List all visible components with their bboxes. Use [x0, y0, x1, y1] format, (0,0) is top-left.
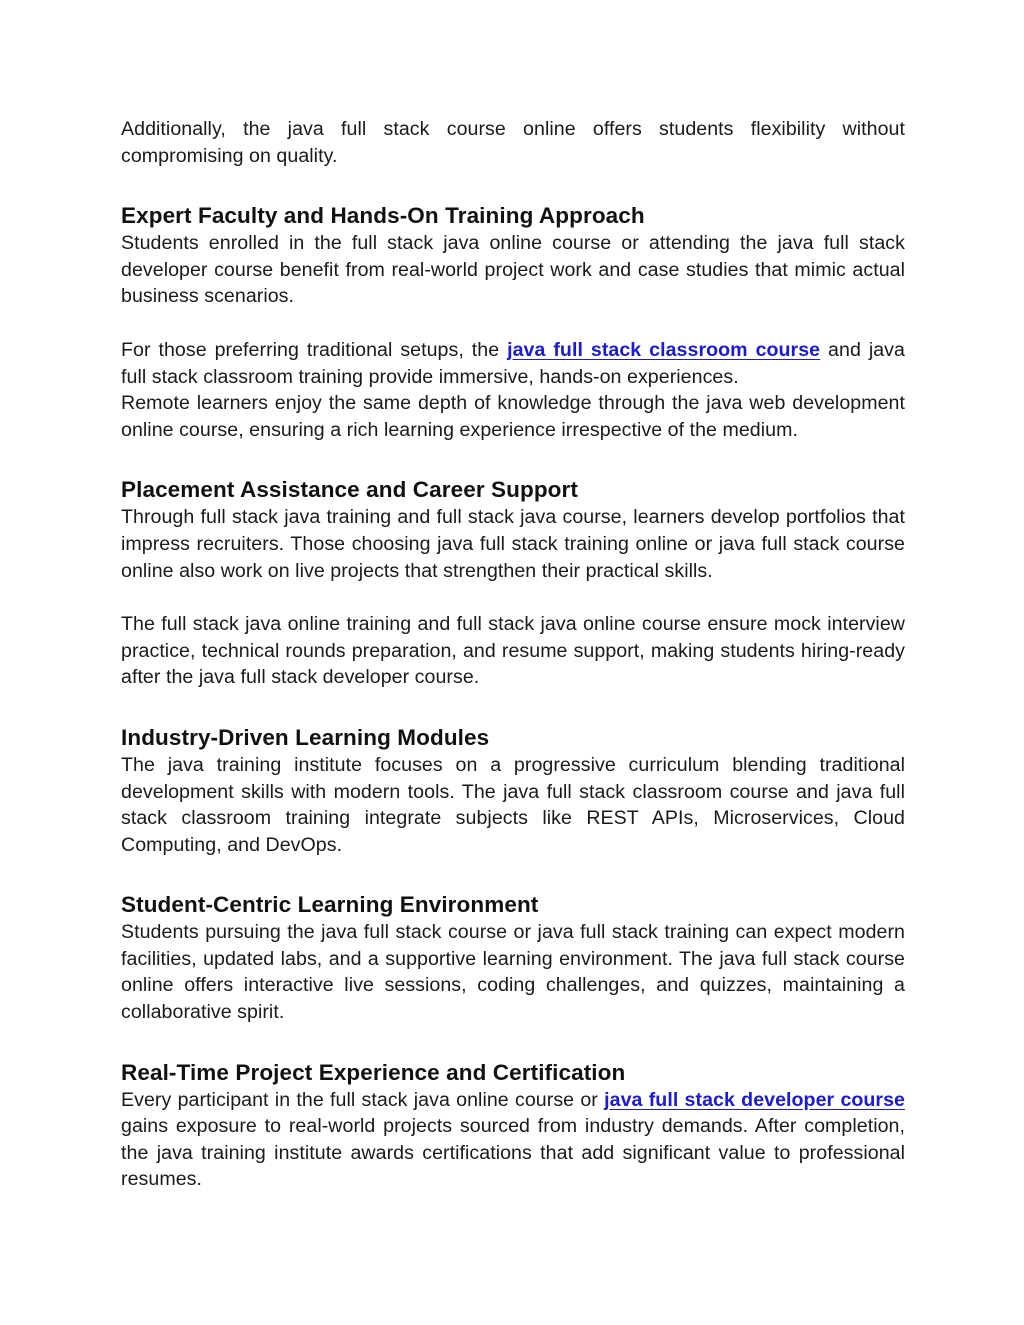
environment-paragraph-1: Students pursuing the java full stack course or java full stack training can expect modern facilities, updated labs, and a supportive learning environment. The java full stack course online offers interactive live sessions, coding challenges, and quizzes, maintaining a collaborative spirit. — [121, 921, 905, 1024]
heading-student-centric-environment: Student-Centric Learning Environment — [121, 892, 539, 918]
faculty-paragraph-3: Remote learners enjoy the same depth of knowledge through the java web development online course, ensuring a rich learning experience irrespective of the medium. — [121, 392, 905, 441]
heading-industry-driven-modules: Industry-Driven Learning Modules — [121, 724, 490, 750]
java-full-stack-developer-course-link[interactable]: java full stack developer course — [604, 1088, 905, 1111]
placement-paragraph-1: Through full stack java training and full stack java course, learners develop portfolios that impress recruiters. Those choosing java full stack training online or java full stack course online also work on live projects that strengthen their practical skills. — [121, 506, 905, 582]
faculty-paragraph-2-start: For those preferring traditional setups, the — [121, 338, 508, 361]
placement-paragraph-2: The full stack java online training and full stack java online course ensure mock interview practice, technical rounds preparation, and resume support, making students hiring-ready after the java full stack developer course. — [121, 613, 905, 689]
certification-paragraph-1 — [121, 1087, 905, 1193]
certification-paragraph-1-start: Every participant in the full stack java online course or — [121, 1088, 605, 1111]
heading-expert-faculty: Expert Faculty and Hands-On Training Approach — [121, 203, 645, 229]
faculty-paragraph-1: Students enrolled in the full stack java online course or attending the java full stack developer course benefit from real-world project work and case studies that mimic actual business scenarios. — [121, 232, 905, 308]
document-page — [121, 116, 905, 1193]
certification-paragraph-1-end: gains exposure to real-world projects sourced from industry demands. After completion, the java training institute awards certifications that add significant value to professional resumes. — [121, 1115, 905, 1191]
faculty-paragraph-2-end: and java full stack classroom training provide immersive, hands-on experiences. — [121, 338, 905, 388]
heading-placement-assistance: Placement Assistance and Career Support — [121, 477, 578, 503]
java-full-stack-classroom-course-link[interactable]: java full stack classroom course — [507, 338, 821, 361]
intro-paragraph: Additionally, the java full stack course online offers students flexibility without compromising on quality. — [121, 118, 905, 167]
modules-paragraph-1: The java training institute focuses on a progressive curriculum blending traditional development skills with modern tools. The java full stack classroom course and java full stack classroom training integrate subjects like REST APIs, Microservices, Cloud Computing, and DevOps. — [121, 753, 905, 856]
faculty-paragraph-2 — [121, 337, 905, 390]
heading-real-time-project-certification: Real-Time Project Experience and Certification — [121, 1059, 626, 1085]
